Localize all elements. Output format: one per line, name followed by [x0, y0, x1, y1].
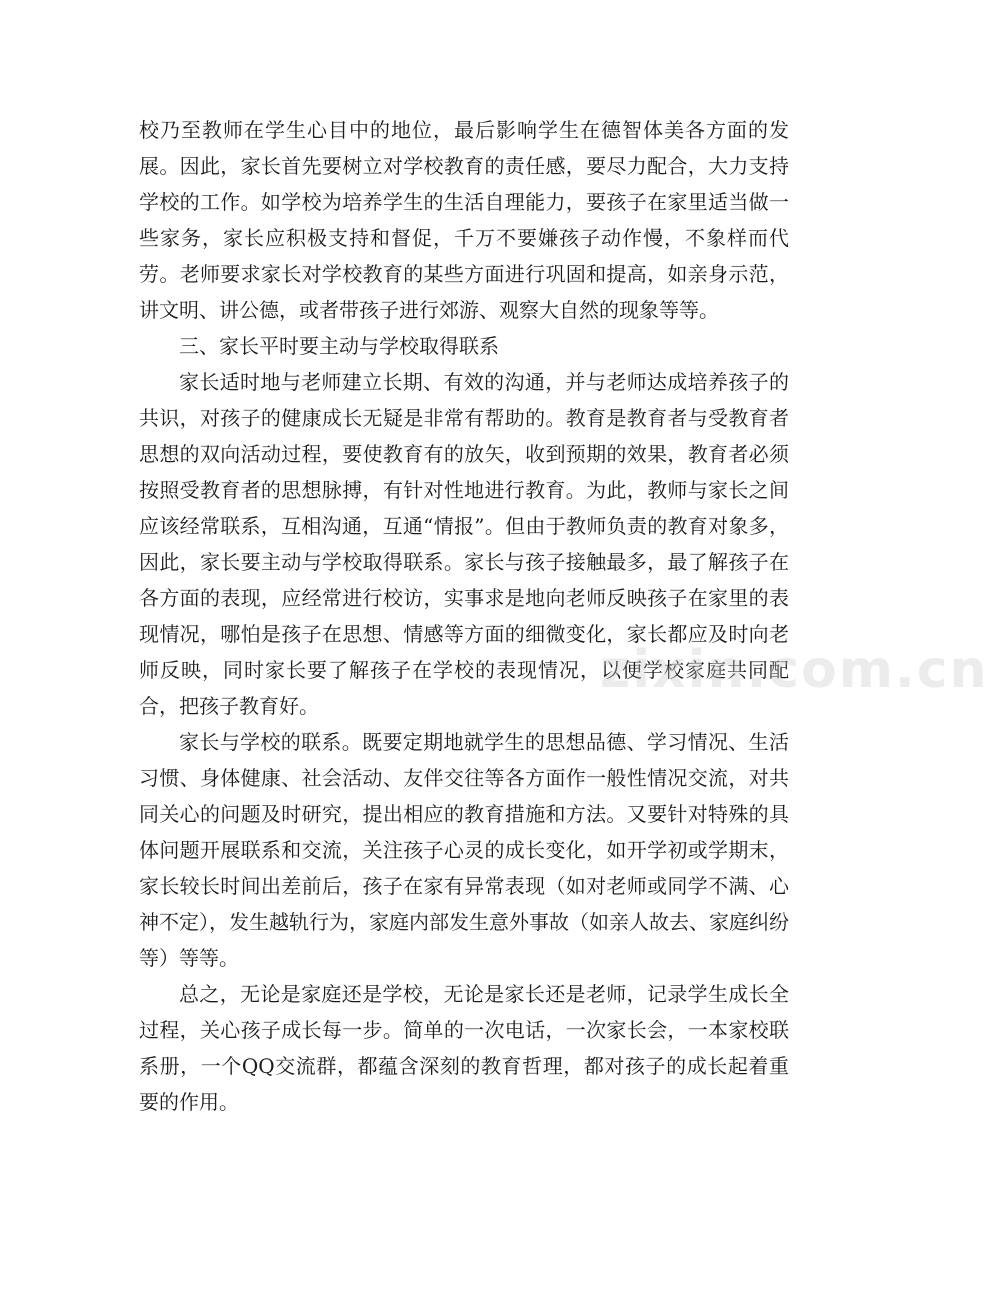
site-watermark: zixin.com.cn: [600, 640, 989, 700]
paragraph-continuation: 校乃至教师在学生心目中的地位，最后影响学生在德智体美各方面的发展。因此，家长首先要树立对学校教育的责任感，要尽力配合，大力支持学校的工作。如学校为培养学生的生活自理能力，要孩子在家里适当做一些家务，家长应积极支持和督促，千万不要嫌孩子动作慢，不象样而代劳。老师要求家长对学校教育的某些方面进行巩固和提高，如亲身示范，讲文明、讲公德，或者带孩子进行郊游、观察大自然的现象等等。: [139, 118, 789, 322]
paragraph: 家长与学校的联系。既要定期地就学生的思想品德、学习情况、生活习惯、身体健康、社会活动、友伴交往等各方面作一般性情况交流，对共同关心的问题及时研究，提出相应的教育措施和方法。又要针对特殊的具体问题开展联系和交流，关注孩子心灵的成长变化，如开学初或学期末，家长较长时间出差前后，孩子在家有异常表现（如对老师或同学不满、心神不定），发生越轨行为，家庭内部发生意外事故（如亲人故去、家庭纠纷等）等等。: [139, 730, 789, 970]
paragraph: 总之，无论是家庭还是学校，无论是家长还是老师，记录学生成长全过程，关心孩子成长每一步。简单的一次电话，一次家长会，一本家校联系册，一个QQ交流群，都蕴含深刻的教育哲理，都对孩子的成长起着重要的作用。: [139, 982, 789, 1114]
paragraph: 家长适时地与老师建立长期、有效的沟通，并与老师达成培养孩子的共识，对孩子的健康成长无疑是非常有帮助的。教育是教育者与受教育者思想的双向活动过程，要使教育有的放矢，收到预期的效果，教育者必须按照受教育者的思想脉搏，有针对性地进行教育。为此，教师与家长之间应该经常联系，互相沟通，互通“情报”。但由于教师负责的教育对象多，因此，家长要主动与学校取得联系。家长与孩子接触最多，最了解孩子在各方面的表现，应经常进行校访，实事求是地向老师反映孩子在家里的表现情况，哪怕是孩子在思想、情感等方面的细微变化，家长都应及时向老师反映，同时家长要了解孩子在学校的表现情况，以便学校家庭共同配合，把孩子教育好。: [139, 370, 789, 718]
section-heading: 三、家长平时要主动与学校取得联系: [179, 334, 499, 358]
document-body: [139, 112, 789, 1120]
